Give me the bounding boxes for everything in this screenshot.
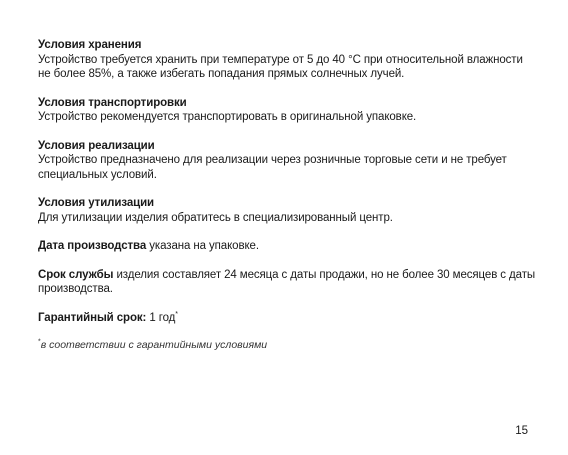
transport-conditions-heading: Условия транспортировки xyxy=(38,96,187,109)
production-date-label: Дата производства xyxy=(38,240,147,252)
warranty-label: Гарантийный срок: xyxy=(38,311,147,324)
disposal-conditions-section xyxy=(38,196,538,225)
disposal-conditions-text: Для утилизации изделия обратитесь в специализированный центр. xyxy=(38,211,393,224)
page-content xyxy=(38,38,538,352)
disposal-conditions-heading: Условия утилизации xyxy=(38,197,155,209)
warranty-footnote xyxy=(38,339,538,352)
sales-conditions-text: Устройство предназначено для реализации через розничные торговые сети и не требует специальных условий. xyxy=(38,154,507,181)
footnote-text: в соответствии с гарантийными условиями xyxy=(40,339,268,351)
warranty-value: 1 год xyxy=(146,311,176,324)
service-life-label: Срок службы xyxy=(38,268,114,281)
warranty-section xyxy=(38,311,538,326)
service-life-section xyxy=(38,268,538,297)
production-date-text: указана на упаковке. xyxy=(146,240,259,252)
storage-conditions-section xyxy=(38,38,538,82)
production-date-section xyxy=(38,239,538,254)
service-life-text: изделия составляет 24 месяца с даты продажи, но не более 30 месяцев с даты производства. xyxy=(38,268,536,295)
sales-conditions-heading: Условия реализации xyxy=(38,139,155,152)
transport-conditions-text: Устройство рекомендуется транспортировать в оригинальной упаковке. xyxy=(38,111,417,123)
sales-conditions-section xyxy=(38,139,538,183)
page-number: 15 xyxy=(515,425,528,437)
transport-conditions-section xyxy=(38,96,538,125)
storage-conditions-heading: Условия хранения xyxy=(38,39,142,51)
warranty-footnote-marker: * xyxy=(175,310,178,318)
footnote-marker: * xyxy=(38,338,41,346)
storage-conditions-text: Устройство требуется хранить при температуре от 5 до 40 °С при относительной влажности не более 85%, а также избегать попадания прямых солнечных лучей. xyxy=(38,53,523,80)
